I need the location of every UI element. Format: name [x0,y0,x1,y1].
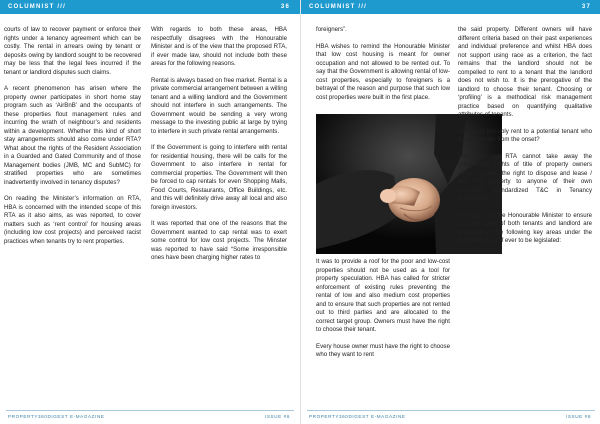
page-header [0,0,300,14]
paragraph: On reading the Minister’s information on RTA, HBA is concerned with the intended scope of this RTA as it also aims, as was reported, to cover matters such as ‘rent control’ for housing areas (including low cost projects) and perceived racist practices when tenants try to rent properties. [4,195,141,245]
paragraph: It was reported that one of the reasons that the Government wanted to cap rental was to exert some control for low cost projects. The Minster was reported to have said “Some irresponsible ones have been charging higher rates to [151,220,287,261]
paragraph: The proposed RTA cannot take away the indefeasible rights of title of property owners which includes the right to dispose and lease / rent the property to anyone of their own choosing. Standardized T&C in Tenancy Agreement [458,152,592,202]
paragraph: Rental is always based on free market. Rental is a private commercial arrangement between a willing tenant and a willing landlord and the Government should not interfere in such arrangements. The Government would be sending a very wrong message to the investing public at large by trying to interfere in such private rental arrangements. [151,76,287,135]
page-number: 36 [280,4,290,10]
page-footer [0,410,300,424]
paragraph: HBA calls for the Honourable Minister to ensure that the rights of both tenants and landlord are protected in the following key areas under the proposed RTA, if ever to be legislated: [458,211,592,244]
issue-number: ISSUE #6 [265,414,290,419]
paragraph: A recent phenomenon has arisen where the property owner participates in short home stay program such as ‘AirBnB’ and the occupants of these properties flout management rules and incurring the wrath of neighbour’s and residents within a development. Whether this kind of short stay arrangements should also come under RTA? What about the rights of the Resident Association in a Guarded and Gated Community and of those Management bodies (JMB, MC and SubMC) for stratified properties who are sometimes inadvertently involved in tenancy disputes? [4,85,141,186]
paragraph: One can’t possibly rent to a potential tenant who is problematic from the onset? [458,127,592,143]
magazine-name: PROPERTY360DIGEST E-MAGAZINE [309,414,406,419]
paragraph: foreigners”. [316,26,347,33]
issue-number: ISSUE #6 [566,414,591,419]
paragraph: If the Government is going to interfere with rental for residential housing, there will be calls for the Government to also interfere in rental for commercial properties. The Government will then be forced to cap rentals for even Shopping Malls, Food Courts, Restaurants, Office Buildings, etc. and this will definitely drive away all local and also foreign investors. [151,144,287,211]
paragraph: courts of law to recover payment or enforce their rights under a tenancy agreement which can be costly. The rental in arrears owing by tenant or deposits owing by landlord sought to be recovered may be less that the legal fees incurred if the tenant or landlord disputes such claims. [4,26,141,76]
right-page [300,0,600,424]
article-column-2 [458,26,592,246]
paragraph: the said property. Different owners will have different criteria based on their past experiences and individual preference and whilst HBA does not support using race as a criterion, the fact remains that the landlord should not be compelled to rent to a tenant that the landlord does not wish to. It is the prerogative of the landlord to choose their tenant. Choosing or ‘profiling’ is a methodical risk management practice based on quantifying qualitative attributes of tenants. [458,26,592,118]
footer-divider [307,410,595,411]
magazine-name: PROPERTY360DIGEST E-MAGAZINE [8,414,105,419]
section-title: COLUMNIST /// [309,4,367,10]
article-column-1 [4,26,141,246]
article-column-2 [151,26,287,263]
article-column-1-bottom [316,258,450,360]
page-number: 37 [581,4,591,10]
section-title: COLUMNIST /// [8,4,66,10]
footer-divider [6,410,294,411]
paragraph: With regards to both these areas, HBA respectfully disagrees with the Honourable Minister and is of the view that the proposed RTA, if ever made law, should not include both these areas for the following reasons. [151,26,287,67]
page-header [301,0,600,14]
paragraph: HBA wishes to remind the Honourable Minister that low cost housing is meant for owner occupation and not allowed to be rented out. To say that the Government is allowing rental of low-cost properties, especially to foreigners is a betrayal of the reason and purpose that such low cost properties were built in the first place. [316,42,450,101]
page-footer [301,410,600,424]
paragraph: It was to provide a roof for the poor and low-cost properties should not be used as a tool for property speculation. HBA has called for stricter enforcement of existing rules preventing the rental of low and also medium cost properties and to ensure that such properties are not rented out to third parties and are allocated to the correct target group. Owners must have the right to choose their tenant. [316,258,450,333]
article-column-1-top [316,26,450,102]
paragraph: Every house owner must have the right to choose who they want to rent [316,342,450,358]
